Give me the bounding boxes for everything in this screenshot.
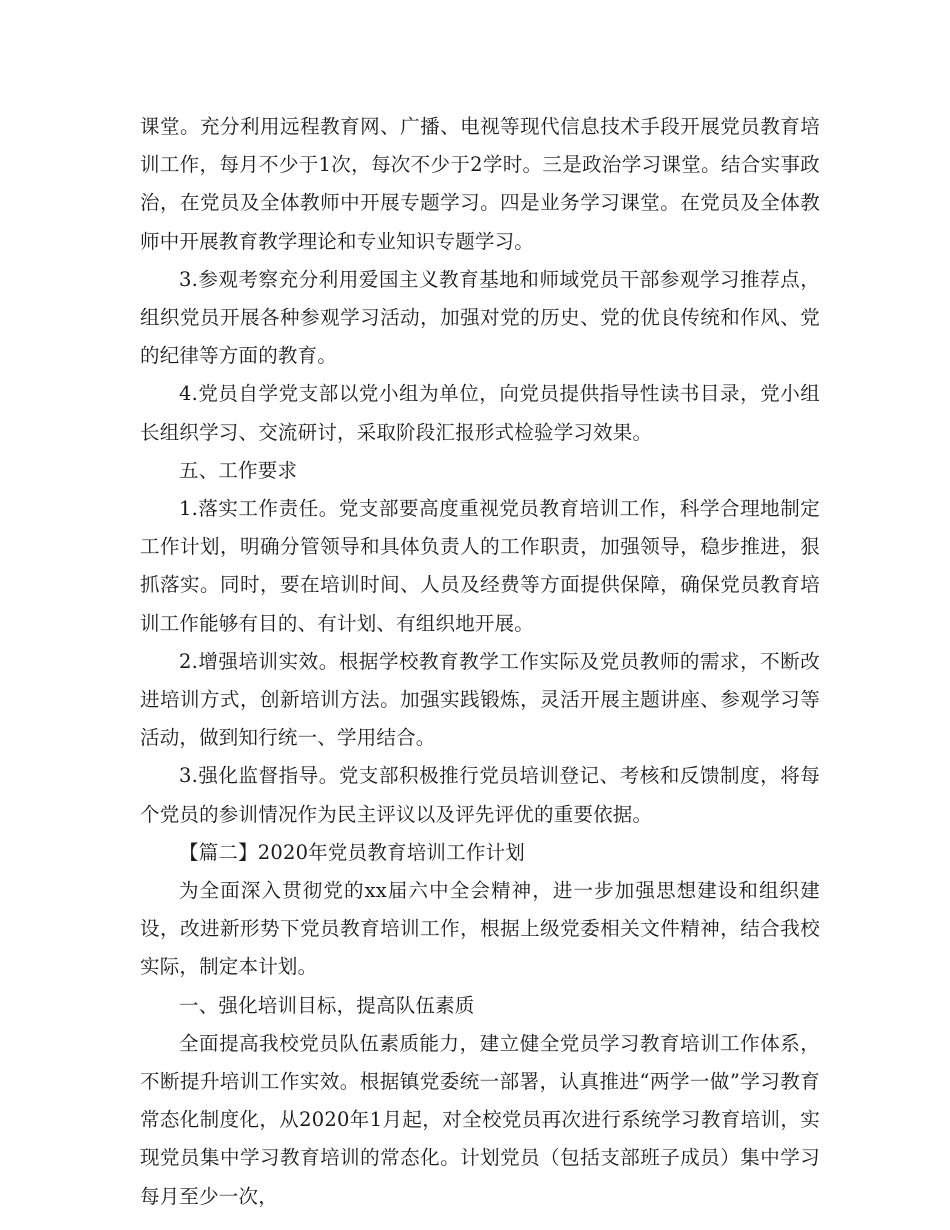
paragraph-training-goals: 全面提高我校党员队伍素质能力，建立健全党员学习教育培训工作体系，不断提升培训工作实效。根据镇党委统一部署，认真推进“两学一做”学习教育常态化制度化，从2020年1月起，对全校党员再次进行系统学习教育培训，实现党员集中学习教育培训的常态化。计划党员（包括支部班子成员）集中学习每月至少一次， <box>140 1031 820 1208</box>
paragraph-continuation: 课堂。充分利用远程教育网、广播、电视等现代信息技术手段开展党员教育培训工作，每月不少于1次，每次不少于2学时。三是政治学习课堂。结合实事政治，在党员及全体教师中开展专题学习。四是业务学习课堂。在党员及全体教师中开展教育教学理论和专业知识专题学习。 <box>140 115 820 253</box>
document-body <box>140 108 820 1216</box>
paragraph-requirement-1: 1.落实工作责任。党支部要高度重视党员教育培训工作，科学合理地制定工作计划，明确分管领导和具体负责人的工作职责，加强领导，稳步推进，狠抓落实。同时，要在培训时间、人员及经费等方面提供保障，确保党员教育培训工作能够有目的、有计划、有组织地开展。 <box>140 497 820 635</box>
paragraph-intro: 为全面深入贯彻党的xx届六中全会精神，进一步加强思想建设和组织建设，改进新形势下党员教育培训工作，根据上级党委相关文件精神，结合我校实际，制定本计划。 <box>140 879 820 979</box>
paragraph-requirement-2: 2.增强培训实效。根据学校教育教学工作实际及党员教师的需求，不断改进培训方式，创新培训方法。加强实践锻炼，灵活开展主题讲座、参观学习等活动，做到知行统一、学用结合。 <box>140 649 820 750</box>
article-title-part-two: 【篇二】2020年党员教育培训工作计划 <box>179 840 525 864</box>
paragraph-requirement-3: 3.强化监督指导。党支部积极推行党员培训登记、考核和反馈制度，将每个党员的参训情况作为民主评议以及评先评优的重要依据。 <box>140 764 820 826</box>
paragraph-item-4-self-study: 4.党员自学党支部以党小组为单位，向党员提供指导性读书目录，党小组长组织学习、交流研讨，采取阶段汇报形式检验学习效果。 <box>140 382 820 444</box>
section-heading-work-requirements: 五、工作要求 <box>179 458 298 482</box>
paragraph-item-3-visit: 3.参观考察充分利用爱国主义教育基地和师域党员干部参观学习推荐点，组织党员开展各种参观学习活动，加强对党的历史、党的优良传统和作风、党的纪律等方面的教育。 <box>140 267 820 368</box>
section-heading-training-goals: 一、强化培训目标，提高队伍素质 <box>179 993 475 1017</box>
